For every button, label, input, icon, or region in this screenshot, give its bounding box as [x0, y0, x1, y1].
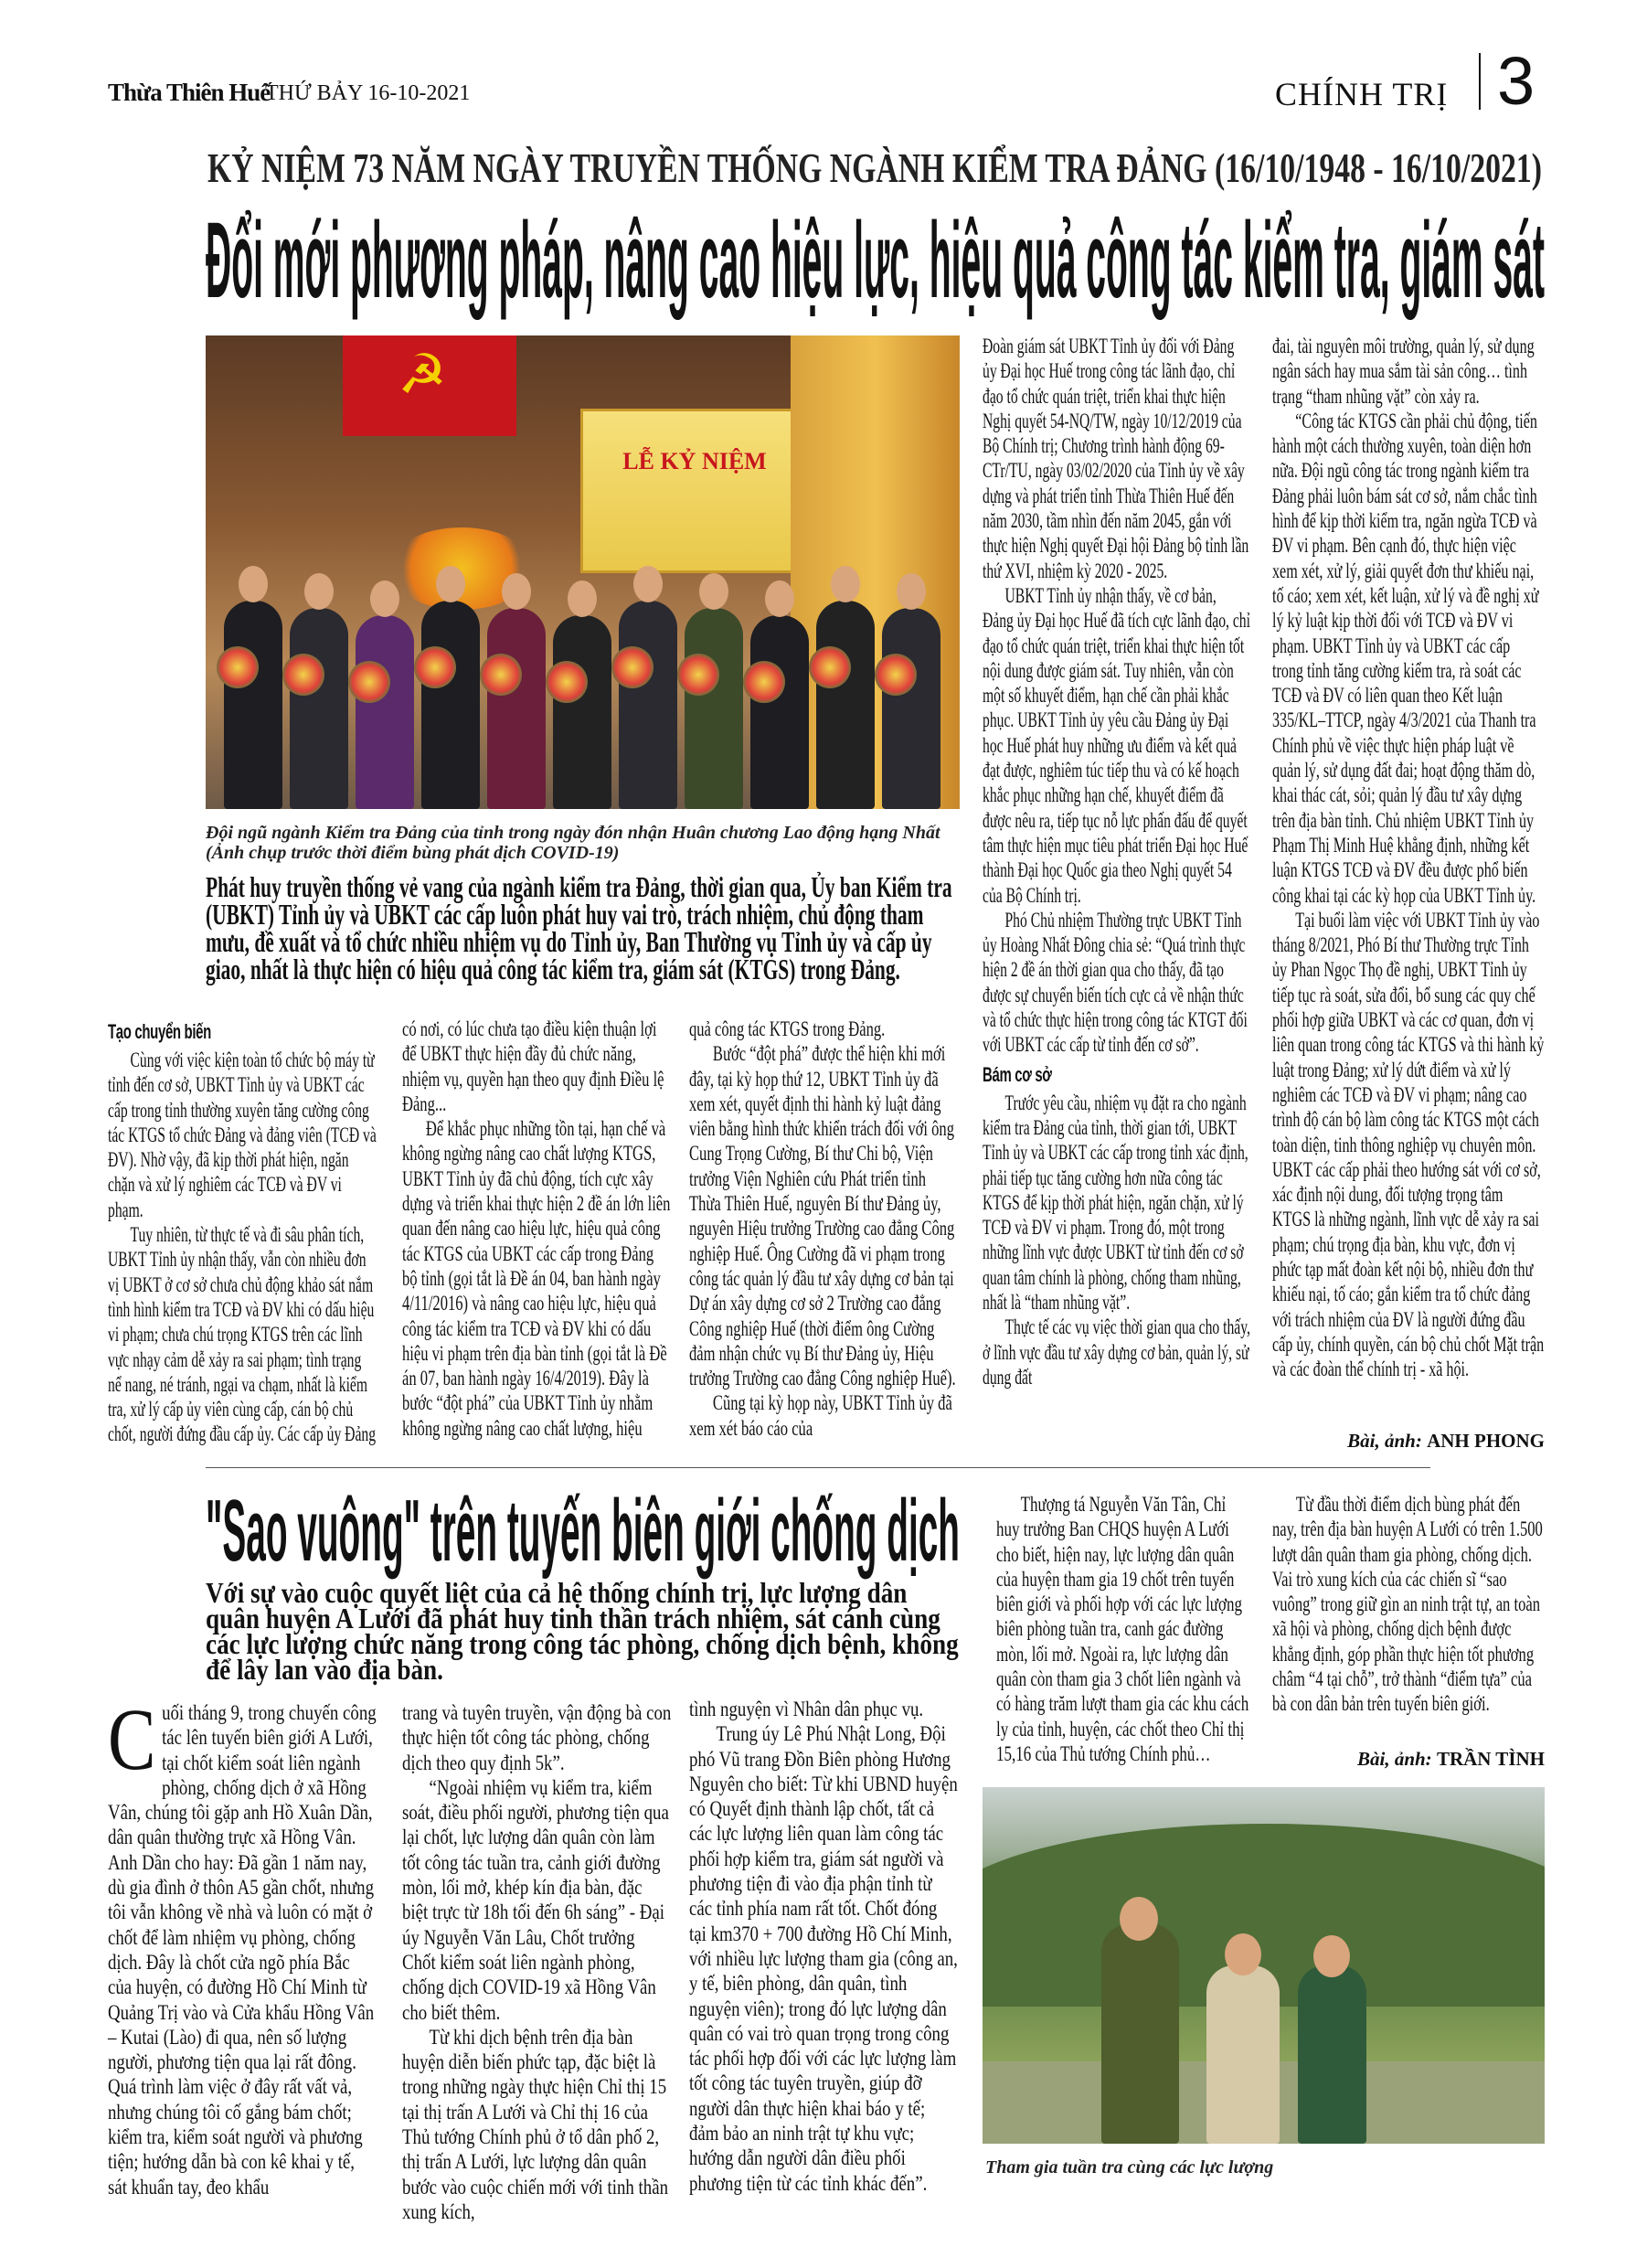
person-head [239, 566, 268, 602]
article-column [689, 1017, 958, 1441]
paragraph: Tuy nhiên, từ thực tế và đi sâu phân tích, UBKT Tỉnh ủy nhận thấy, vẫn còn nhiều đơn vị UBKT ở cơ sở chưa chủ động khảo sát nắm tình hình kiểm tra TCĐ và ĐV khi có dấu hiệu vi phạm; chưa chú trọng KTGS trên các lĩnh vực nhạy cảm dễ xảy ra sai phạm; tình trạng nể nang, né tránh, ngại va chạm, nhất là kiểm tra, xử lý cấp ủy viên cùng cấp, cán bộ chủ chốt, người đứng đầu cấp ủy. Các cấp ủy Đảng [108, 1223, 377, 1446]
banner-title: LỄ KỶ NIỆM [622, 448, 767, 474]
article-column [983, 334, 1250, 1390]
bouquet [611, 646, 653, 688]
bouquet [743, 661, 785, 703]
article-column [689, 1697, 958, 2196]
soldier-head [1120, 1897, 1158, 1941]
soldier-figure [1101, 1924, 1179, 2144]
byline-label: Bài, ảnh: [1347, 1430, 1422, 1452]
article-divider [206, 1467, 1430, 1468]
article-column [108, 1015, 377, 1447]
person-head [370, 580, 399, 617]
article-column [1272, 1492, 1545, 1717]
bouquet [677, 654, 719, 696]
person-figure [816, 601, 875, 809]
paragraph: Từ đầu thời điểm dịch bùng phát đến nay, trên địa bàn huyện A Lưới có trên 1.500 lượt dân quân tham gia phòng, chống dịch. Vai trò xung kích của các chiến sĩ “sao vuông” trong giữ gìn an ninh trật tự, an toàn xã hội và phòng, chống dịch bệnh được khẳng định, góp phần thực hiện tốt phương châm “4 tại chỗ”, trở thành “điểm tựa” của bà con dân bản trên tuyến biên giới. [1272, 1493, 1543, 1716]
person-head [633, 566, 663, 602]
person-head [897, 573, 926, 610]
person-figure [685, 608, 743, 809]
person-head [831, 566, 860, 602]
militia-figure [1298, 1965, 1366, 2144]
paragraph: UBKT Tỉnh ủy nhận thấy, về cơ bản, Đảng ủy Đại học Huế đã tích cực lãnh đạo, chỉ đạo tổ chức quán triệt, triển khai thực hiện tốt nội dung được giám sát. Tuy nhiên, vẫn còn một số khuyết điểm, hạn chế cần phải khắc phục. UBKT Tỉnh ủy yêu cầu Đảng ủy Đại học Huế phát huy những ưu điểm và kết quả đạt được, nghiêm túc tiếp thu và có kế hoạch khắc phục những hạn chế, khuyết điểm đã được nêu ra, tiếp tục nỗ lực phấn đấu để quyết tâm thực hiện mục tiêu phát triển Đại học Huế thành Đại học Quốc gia theo Nghị quyết 54 của Bộ Chính trị. [983, 583, 1250, 907]
paragraph: Trước yêu cầu, nhiệm vụ đặt ra cho ngành kiểm tra Đảng của tỉnh, thời gian tới, UBKT Tỉnh ủy và UBKT các cấp trong tỉnh xác định, phải tiếp tục tăng cường hơn nữa công tác KTGS để kịp thời phát hiện, ngăn chặn, xử lý TCĐ và ĐV vi phạm. Trong đó, một trong những lĩnh vực được UBKT từ tỉnh đến cơ sở quan tâm chính là phòng, chống tham nhũng, nhất là “tham nhũng vặt”. [983, 1091, 1249, 1314]
paragraph: Thực tế các vụ việc thời gian qua cho thấy, ở lĩnh vực đầu tư xây dựng cơ bản, quản lý, sử dụng đất [983, 1315, 1250, 1389]
article-column [402, 1017, 672, 1441]
byline-author: ANH PHONG [1427, 1430, 1545, 1452]
person-head [304, 573, 334, 610]
bouquet [809, 646, 851, 688]
kicker-text: KỶ NIỆM 73 NĂM NGÀY TRUYỀN THỐNG NGÀNH KIỂM TRA ĐẢNG (16/10/1948 - 16/10/2021) [207, 144, 1542, 191]
paragraph: có nơi, có lúc chưa tạo điều kiện thuận lợi để UBKT thực hiện đầy đủ chức năng, nhiệm vụ, quyền hạn theo quy định Điều lệ Đảng... [402, 1017, 664, 1115]
drop-cap: C [108, 1690, 156, 1788]
subheading: Tạo chuyển biến [108, 1020, 211, 1043]
person-figure [421, 601, 480, 809]
person-head [436, 566, 465, 602]
person-figure [882, 608, 940, 809]
kicker [207, 144, 1647, 192]
banner-image [580, 409, 809, 573]
officer-head [1225, 1933, 1261, 1975]
paragraph: Trung úy Lê Phú Nhật Long, Đội phó Vũ trang Đồn Biên phòng Hương Nguyên cho biết: Từ khi UBND huyện có Quyết định thành lập chốt, tất cả các lực lượng liên quan làm công tác phối hợp kiểm tra, giám sát người và phương tiện đi vào địa phận tỉnh từ các tỉnh phía nam rất tốt. Chốt đóng tại km370 + 700 đường Hồ Chí Minh, với nhiều lực lượng tham gia (công an, y tế, biên phòng, dân quân, tình nguyện viên); trong đó lực lượng dân quân có vai trò quan trọng trong công tác phối hợp đối với các lực lượng làm tốt công tác tuyên truyền, giúp đỡ người dân thực hiện khai báo y tế; đảm bảo an ninh trật tự khu vực; hướng dẫn người dân điều phối phương tiện từ các tỉnh khác đến”. [689, 1722, 958, 2195]
person-figure [290, 608, 348, 809]
bouquet [348, 661, 390, 703]
article-column [108, 1690, 377, 2199]
person-figure [487, 608, 546, 809]
paragraph: Phó Chủ nhiệm Thường trực UBKT Tỉnh ủy Hoàng Nhất Đông chia sẻ: “Quá trình thực hiện 2 đề án thời gian qua cho thấy, đã tạo được sự chuyển biến tích cực cả về nhận thức và tổ chức thực hiện trong công tác KTGT đối với UBKT các cấp từ tỉnh đến cơ sở”. [983, 908, 1248, 1057]
headline [206, 201, 1647, 320]
byline [1261, 1748, 1545, 1770]
paragraph: đai, tài nguyên môi trường, quản lý, sử dụng ngân sách hay mua sắm tài sản công… tình trạng “tham nhũng vặt” còn xảy ra. [1272, 335, 1535, 408]
bouquet [217, 646, 259, 688]
byline-label: Bài, ảnh: [1356, 1748, 1432, 1770]
header-divider [1479, 53, 1481, 110]
paragraph: “Ngoài nhiệm vụ kiểm tra, kiểm soát, điều phối người, phương tiện qua lại chốt, lực lượng dân quân còn làm tốt công tác tuần tra, cảnh giới đường mòn, lối mở, khép kín địa bàn, đặc biệt trực từ 18h tối đến 6h sáng” - Đại úy Nguyễn Văn Lâu, Chốt trưởng Chốt kiểm soát liên ngành phòng, chống dịch COVID-19 xã Hồng Vân cho biết thêm. [402, 1775, 669, 2024]
person-head [568, 580, 597, 617]
issue-date: THỨ BẢY 16-10-2021 [265, 81, 471, 105]
bouquet [480, 654, 522, 696]
newspaper-masthead: Thừa Thiên Huế [108, 79, 271, 106]
section-name: CHÍNH TRỊ [1275, 76, 1449, 112]
subheading: Bám cơ sở [983, 1062, 1052, 1086]
paragraph: “Công tác KTGS cần phải chủ động, tiến hành một cách thường xuyên, toàn diện hơn nữa. Đội ngũ công tác trong ngành kiểm tra Đảng phải luôn bám sát cơ sở, nắm chắc tình hình để kịp thời kiểm tra, ngăn ngừa TCĐ và ĐV vi phạm. Bên cạnh đó, thực hiện việc xem xét, xử lý, giải quyết đơn thư khiếu nại, tố cáo; xem xét, kết luận, xử lý và đề nghị xử lý kỷ luật kịp thời đối với TCĐ và ĐV vi phạm. UBKT Tỉnh ủy và UBKT các cấp trong tỉnh tăng cường kiểm tra, rà soát các TCĐ và ĐV có liên quan theo Kết luận 335/KL–TTCP, ngày 4/3/2021 của Thanh tra Chính phủ về việc thực hiện pháp luật về quản lý, sử dụng đất đai; hoạt động thăm dò, khai thác cát, sỏi; quản lý đầu tư xây dựng trên địa bàn tỉnh. Chủ nhiệm UBKT Tỉnh ủy Phạm Thị Minh Huệ khẳng định, những kết luận KTGS TCĐ và ĐV đều được phổ biến công khai tại các kỳ họp của UBKT Tỉnh ủy. [1272, 409, 1539, 907]
person-figure [619, 601, 677, 809]
paragraph-text: uối tháng 9, trong chuyến công tác lên tuyến biên giới A Lưới, tại chốt kiểm soát liên ngành phòng, chống dịch ở xã Hồng Vân, chúng tôi gặp anh Hồ Xuân Dần, dân quân thường trực xã Hồng Vân. Anh Dần cho hay: Đã gần 1 năm nay, dù gia đình ở thôn A5 gần chốt, nhưng tôi vẫn không về nhà và luôn có mặt ở chốt để làm nhiệm vụ phòng, chống dịch. Đây là chốt cửa ngõ phía Bắc của huyện, có đường Hồ Chí Minh từ Quảng Trị vào và Cửa khẩu Hồng Vân – Kutai (Lào) đi qua, nên số lượng người, phương tiện qua lại rất đông. Quá trình làm việc ở đây rất vất vả, nhưng chúng tôi cố gắng bám chốt; kiểm tra, kiểm soát người và phương tiện; hướng dẫn bà con kê khai y tế, sát khuẩn tay, đeo khẩu [108, 1701, 377, 2199]
byline [1261, 1430, 1545, 1452]
person-figure [224, 601, 282, 809]
headline-text: "Sao vuông" trên tuyến biên giới chống dịch [206, 1482, 960, 1580]
headline-text: Đổi mới phương pháp, nâng cao hiệu lực, hiệu quả công tác kiểm tra, giám sát [206, 200, 1545, 321]
paragraph: Cùng với việc kiện toàn tổ chức bộ máy từ tỉnh đến cơ sở, UBKT Tỉnh ủy và UBKT các cấp trong tỉnh thường xuyên tăng cường công tác KTGS tổ chức Đảng và đảng viên (TCĐ và ĐV). Nhờ vậy, đã kịp thời phát hiện, ngăn chặn và xử lý nghiêm các TCĐ và ĐV vi phạm. [108, 1049, 377, 1221]
article-column [402, 1700, 672, 2224]
bouquet [414, 646, 456, 688]
page-number: 3 [1497, 43, 1535, 119]
person-figure [553, 615, 611, 809]
paragraph: Để khắc phục những tồn tại, hạn chế và không ngừng nâng cao chất lượng KTGS, UBKT Tỉnh ủy đã chủ động, tích cực xây dựng và triển khai thực hiện 2 đề án lớn liên quan đến nâng cao hiệu lực, hiệu quả công tác KTGS của UBKT các cấp trong Đảng bộ tỉnh (gọi tắt là Đề án 04, ban hành ngày 4/11/2016) và nâng cao hiệu lực, hiệu quả công tác kiểm tra TCĐ và ĐV khi có dấu hiệu vi phạm trên địa bàn tỉnh (gọi tắt là Đề án 07, ban hành ngày 16/4/2019). Đây là bước “đột phá” của UBKT Tỉnh ủy nhằm không ngừng nâng cao chất lượng, hiệu [402, 1117, 671, 1440]
paragraph: quả công tác KTGS trong Đảng. [689, 1017, 886, 1040]
caption-line: Đội ngũ ngành Kiểm tra Đảng của tỉnh trong ngày đón nhận Huân chương Lao động hạng Nhất [206, 823, 940, 843]
person-head [502, 573, 531, 610]
paragraph: Cũng tại kỳ họp này, UBKT Tỉnh ủy đã xem xét báo cáo của [689, 1391, 952, 1440]
paragraph: Tại buổi làm việc với UBKT Tỉnh ủy vào tháng 8/2021, Phó Bí thư Thường trực Tỉnh ủy Phan Ngọc Thọ đề nghị, UBKT Tỉnh ủy tiếp tục rà soát, sửa đổi, bổ sung các quy chế phối hợp giữa UBKT và các cơ quan, đơn vị liên quan trong công tác KTGS và thi hành kỷ luật trong Đảng; xử lý dứt điểm và xử lý nghiêm các TCĐ và ĐV vi phạm; nâng cao trình độ cán bộ làm công tác KTGS một cách toàn diện, tinh thông nghiệp vụ chuyên môn. UBKT các cấp phải theo hướng sát với cơ sở, xác định nội dung, đối tượng trọng tâm KTGS là những ngành, lĩnh vực dễ xảy ra sai phạm; chú trọng địa bàn, khu vực, đơn vị phức tạp mất đoàn kết nội bộ, nhiều đơn thư khiếu nại, tố cáo; gắn kiểm tra tổ chức đảng với trách nhiệm của ĐV là người đứng đầu cấp ủy, chính quyền, cán bộ chủ chốt Mặt trận và các đoàn thể chính trị - xã hội. [1272, 908, 1545, 1381]
paragraph: Từ khi dịch bệnh trên địa bàn huyện diễn biến phức tạp, đặc biệt là trong những ngày thực hiện Chỉ thị 15 tại thị trấn A Lưới và Chỉ thị 16 của Thủ tướng Chính phủ ở tổ dân phố 2, thị trấn A Lưới, lực lượng dân quân bước vào cuộc chiến mới với tinh thần xung kích, [402, 2025, 669, 2223]
person-figure [356, 615, 414, 809]
bouquet [282, 654, 324, 696]
officer-figure [1206, 1965, 1280, 2144]
article-lead: Với sự vào cuộc quyết liệt của cả hệ thống chính trị, lực lượng dân quân huyện A Lưới đã phát huy tinh thần trách nhiệm, sát cánh cùng các lực lượng chức năng trong công tác phòng, chống dịch bệnh, không để lây lan vào địa bàn. [206, 1576, 959, 1686]
photo-caption: Tham gia tuần tra cùng các lực lượng [985, 2157, 1274, 2177]
article-column [1272, 334, 1545, 1381]
ceremony-photo [206, 335, 960, 809]
militia-head [1313, 1935, 1350, 1977]
article-lead: Phát huy truyền thống vẻ vang của ngành kiểm tra Đảng, thời gian qua, Ủy ban Kiểm tra (UBKT) Tỉnh ủy và UBKT các cấp luôn phát huy vai trò, trách nhiệm, chủ động tham mưu, đề xuất và tổ chức nhiều nhiệm vụ do Tỉnh ủy, Ban Thường vụ Tỉnh ủy và cấp ủy giao, nhất là thực hiện có hiệu quả công tác kiểm tra, giám sát (KTGS) trong Đảng. [206, 870, 952, 985]
paragraph: tình nguyện vì Nhân dân phục vụ. [689, 1698, 924, 1720]
paragraph: trang và tuyên truyền, vận động bà con thực hiện tốt công tác phòng, chống dịch theo quy định 5k”. [402, 1701, 672, 1774]
person-figure [750, 615, 809, 809]
bouquet [875, 654, 917, 696]
byline-author: TRẦN TÌNH [1436, 1748, 1545, 1770]
flag-image: ☭ [343, 335, 516, 436]
paragraph [108, 1690, 377, 2199]
person-head [765, 580, 794, 617]
article-column [996, 1492, 1250, 1766]
caption-line: (Ảnh chụp trước thời điểm bùng phát dịch COVID-19) [206, 843, 620, 863]
paragraph: Đoàn giám sát UBKT Tỉnh ủy đối với Đảng ủy Đại học Huế trong công tác lãnh đạo, chỉ đạo tổ chức quán triệt, triển khai thực hiện Nghị quyết 54-NQ/TW, ngày 10/12/2019 của Bộ Chính trị; Chương trình hành động 69-CTr/TU, ngày 03/02/2020 của Tỉnh ủy về xây dựng và phát triển tỉnh Thừa Thiên Huế đến năm 2030, tầm nhìn đến năm 2045, gắn với thực hiện Nghị quyết Đại hội Đảng bộ tỉnh lần thứ XVI, nhiệm kỳ 2020 - 2025. [983, 335, 1249, 582]
patrol-photo [983, 1787, 1545, 2144]
photo-caption [206, 823, 940, 863]
bouquet [546, 661, 588, 703]
person-head [699, 573, 728, 610]
paragraph: Thượng tá Nguyễn Văn Tân, Chỉ huy trưởng Ban CHQS huyện A Lưới cho biết, hiện nay, lực lượng dân quân của huyện tham gia 19 chốt trên tuyến biên giới và phối hợp với các lực lượng biên phòng tuần tra, canh gác đường mòn, lối mở. Ngoài ra, lực lượng dân quân còn tham gia 3 chốt liên ngành và có hàng trăm lượt tham gia các khu cách ly của tỉnh, huyện, các chốt theo Chỉ thị 15,16 của Thủ tướng Chính phủ… [996, 1493, 1249, 1765]
paragraph: Bước “đột phá” được thể hiện khi mới đây, tại kỳ họp thứ 12, UBKT Tỉnh ủy đã xem xét, quyết định thi hành kỷ luật đảng viên bằng hình thức khiển trách đối với ông Cung Trọng Cường, Bí thư Chi bộ, Viện trưởng Viện Nghiên cứu Phát triển tỉnh Thừa Thiên Huế, nguyên Bí thư Đảng ủy, nguyên Hiệu trưởng Trường cao đẳng Công nghiệp Huế. Ông Cường đã vi phạm trong công tác quản lý đầu tư xây dựng cơ bản tại Dự án xây dựng cơ sở 2 Trường cao đẳng Công nghiệp Huế (thời điểm ông Cường đảm nhận chức vụ Bí thư Đảng ủy, Hiệu trưởng Trường cao đẳng Công nghiệp Huế). [689, 1042, 956, 1390]
